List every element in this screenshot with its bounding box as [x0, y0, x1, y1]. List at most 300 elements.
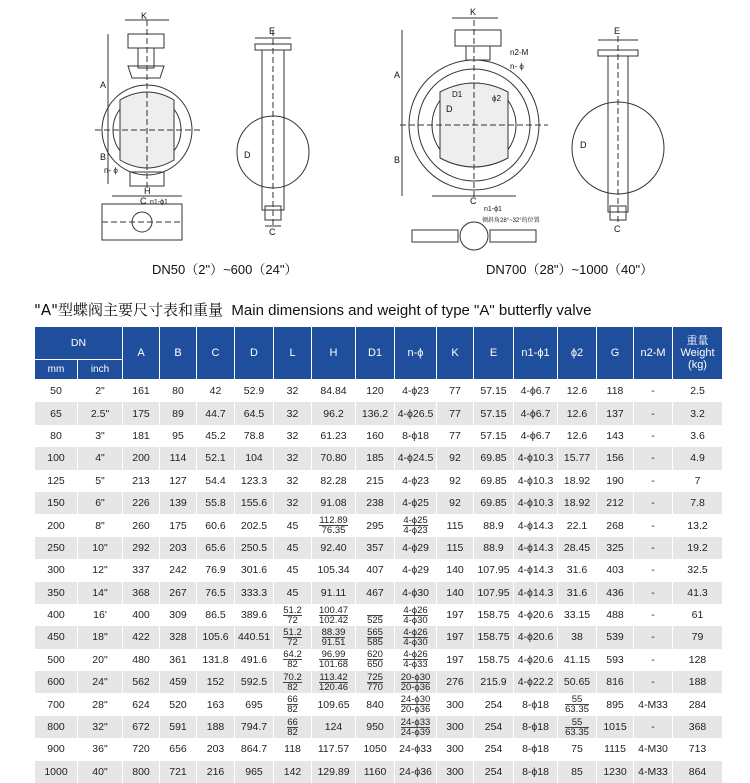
table-cell-n1: 4-ϕ20.6	[514, 604, 558, 626]
table-cell-d: 491.6	[235, 649, 274, 671]
table-cell-d: 333.3	[235, 582, 274, 604]
table-cell-n1: 4-ϕ14.3	[514, 514, 558, 536]
table-cell-e: 57.15	[474, 402, 514, 424]
stacked-value	[319, 673, 348, 692]
table-cell-k: 77	[437, 380, 474, 403]
table-cell-k: 115	[437, 537, 474, 559]
table-cell-b: 328	[160, 626, 197, 648]
stacked-value-part: 91.51	[322, 638, 346, 647]
stacked-value-part: 20-ϕ36	[401, 705, 431, 714]
table-cell-k: 197	[437, 626, 474, 648]
table-cell-d1	[356, 604, 395, 626]
table-cell-w: 284	[673, 693, 723, 715]
table-cell-p2: 31.6	[558, 559, 597, 581]
table-row	[35, 716, 723, 738]
table-cell-p2: 50.65	[558, 671, 597, 693]
table-cell-n1: 4-ϕ20.6	[514, 649, 558, 671]
table-cell-g: 1230	[597, 761, 634, 783]
table-cell-e: 158.75	[474, 626, 514, 648]
table-cell-n2: -	[634, 380, 673, 403]
table-row	[35, 559, 723, 581]
header-dn: DN	[35, 327, 123, 360]
table-cell-inch: 32"	[78, 716, 123, 738]
table-cell-b: 267	[160, 582, 197, 604]
table-cell-w: 4.9	[673, 447, 723, 469]
valve-drawings-svg	[0, 0, 750, 290]
table-cell-n1: 4-ϕ10.3	[514, 492, 558, 514]
table-cell-inch: 40"	[78, 761, 123, 783]
stacked-value-part: 82	[283, 660, 302, 669]
table-cell-a: 422	[123, 626, 160, 648]
table-cell-p2	[558, 716, 597, 738]
table-cell-a: 562	[123, 671, 160, 693]
small-valve-side-view	[237, 30, 309, 226]
table-cell-inch: 24"	[78, 671, 123, 693]
table-cell-n1: 4-ϕ10.3	[514, 447, 558, 469]
table-cell-g: 1115	[597, 738, 634, 760]
table-cell-mm: 600	[35, 671, 78, 693]
table-cell-b: 95	[160, 425, 197, 447]
table-cell-c: 203	[197, 738, 235, 760]
table-cell-c: 42	[197, 380, 235, 403]
table-cell-c: 76.5	[197, 582, 235, 604]
table-cell-k: 197	[437, 649, 474, 671]
table-cell-inch: 3"	[78, 425, 123, 447]
table-cell-g: 1015	[597, 716, 634, 738]
table-cell-p2: 12.6	[558, 380, 597, 403]
table-cell-n	[395, 626, 437, 648]
table-row	[35, 738, 723, 760]
table-cell-n2: -	[634, 626, 673, 648]
header-b: B	[160, 327, 197, 380]
stacked-value	[283, 673, 302, 692]
stacked-value-part: 66	[287, 718, 298, 728]
table-cell-e: 88.9	[474, 514, 514, 536]
table-cell-n1: 4-ϕ14.3	[514, 537, 558, 559]
table-cell-n1: 4-ϕ14.3	[514, 559, 558, 581]
table-cell-a: 672	[123, 716, 160, 738]
stacked-value-part: 20-ϕ30	[401, 673, 431, 683]
table-cell-k: 300	[437, 716, 474, 738]
header-k: K	[437, 327, 474, 380]
table-cell-g: 156	[597, 447, 634, 469]
table-cell-mm: 700	[35, 693, 78, 715]
small-valve-front-view	[95, 20, 200, 240]
table-cell-n: 4-ϕ25	[395, 492, 437, 514]
header-phi2: ϕ2	[558, 327, 597, 380]
table-cell-n1: 4-ϕ6.7	[514, 425, 558, 447]
table-cell-d: 592.5	[235, 671, 274, 693]
table-cell-n	[395, 693, 437, 715]
header-weight-unit: (kg)	[673, 359, 722, 371]
dim-label-n2-m-large: n2-M	[510, 48, 528, 57]
table-cell-d1	[356, 626, 395, 648]
table-cell-n: 4-ϕ23	[395, 380, 437, 403]
table-cell-w: 7.8	[673, 492, 723, 514]
stacked-value-part: 4-ϕ23	[403, 526, 427, 535]
stacked-value-part: 101.68	[319, 660, 348, 669]
table-cell-n1: 8-ϕ18	[514, 716, 558, 738]
header-d1: D1	[356, 327, 395, 380]
table-cell-mm: 400	[35, 604, 78, 626]
table-cell-g: 190	[597, 470, 634, 492]
stacked-value-part: 64.2	[283, 650, 302, 660]
stacked-value	[319, 606, 348, 625]
table-cell-p2: 31.6	[558, 582, 597, 604]
table-row	[35, 626, 723, 648]
stacked-value-part: 82	[287, 728, 298, 737]
table-cell-l: 32	[274, 470, 312, 492]
table-cell-h	[312, 671, 356, 693]
stacked-value	[287, 695, 298, 714]
stacked-value-part: 112.89	[319, 516, 347, 526]
stacked-value	[322, 628, 346, 647]
table-cell-n	[395, 671, 437, 693]
table-cell-l: 45	[274, 537, 312, 559]
table-cell-n: 4-ϕ24.5	[395, 447, 437, 469]
table-title-en: Main dimensions and weight of type "A" butterfly valve	[231, 302, 591, 319]
table-cell-d1: 238	[356, 492, 395, 514]
table-cell-e: 57.15	[474, 380, 514, 403]
stacked-value-part: 770	[367, 683, 383, 692]
table-cell-p2: 22.1	[558, 514, 597, 536]
table-cell-n2: 4-M33	[634, 761, 673, 783]
table-cell-l: 32	[274, 380, 312, 403]
table-cell-d: 864.7	[235, 738, 274, 760]
stacked-value-part: 4-ϕ33	[403, 660, 427, 669]
table-cell-k: 276	[437, 671, 474, 693]
table-cell-e: 69.85	[474, 470, 514, 492]
header-c: C	[197, 327, 235, 380]
table-cell-n2: 4-M33	[634, 693, 673, 715]
table-row	[35, 402, 723, 424]
table-cell-g: 539	[597, 626, 634, 648]
table-cell-h: 109.65	[312, 693, 356, 715]
table-cell-a: 368	[123, 582, 160, 604]
dim-label-k-small: K	[141, 11, 147, 21]
table-cell-b: 89	[160, 402, 197, 424]
header-mm: mm	[35, 360, 78, 380]
table-cell-d1: 295	[356, 514, 395, 536]
table-cell-c: 216	[197, 761, 235, 783]
header-inch: inch	[78, 360, 123, 380]
table-cell-h	[312, 626, 356, 648]
stacked-value	[403, 516, 427, 535]
stacked-value-part: 55	[565, 718, 589, 728]
table-cell-mm: 450	[35, 626, 78, 648]
table-cell-c: 163	[197, 693, 235, 715]
stacked-value	[283, 650, 302, 669]
table-cell-a: 175	[123, 402, 160, 424]
table-cell-l: 142	[274, 761, 312, 783]
table-cell-p2: 85	[558, 761, 597, 783]
table-cell-w: 128	[673, 649, 723, 671]
stacked-value-part: 72	[283, 616, 302, 625]
table-cell-g: 137	[597, 402, 634, 424]
table-cell-mm: 1000	[35, 761, 78, 783]
table-cell-inch: 28"	[78, 693, 123, 715]
dimensions-table	[34, 326, 722, 783]
table-cell-d: 52.9	[235, 380, 274, 403]
table-row	[35, 425, 723, 447]
table-cell-n1: 8-ϕ18	[514, 761, 558, 783]
table-cell-mm: 125	[35, 470, 78, 492]
table-cell-e: 254	[474, 716, 514, 738]
table-cell-n: 4-ϕ29	[395, 559, 437, 581]
table-cell-d: 794.7	[235, 716, 274, 738]
stacked-value	[283, 628, 302, 647]
table-cell-g: 118	[597, 380, 634, 403]
table-cell-n	[395, 514, 437, 536]
table-cell-d1: 950	[356, 716, 395, 738]
stacked-value-part: 24-ϕ33	[401, 718, 431, 728]
stacked-value-part: 620	[367, 650, 383, 660]
table-cell-p2: 38	[558, 626, 597, 648]
table-cell-c: 44.7	[197, 402, 235, 424]
table-cell-mm: 800	[35, 716, 78, 738]
table-cell-d1: 215	[356, 470, 395, 492]
table-cell-p2: 18.92	[558, 492, 597, 514]
dim-label-c-side-large: C	[614, 224, 621, 234]
table-cell-h: 84.84	[312, 380, 356, 403]
table-cell-d: 695	[235, 693, 274, 715]
table-cell-inch: 8"	[78, 514, 123, 536]
table-cell-n1: 4-ϕ14.3	[514, 582, 558, 604]
table-row	[35, 693, 723, 715]
table-cell-mm: 900	[35, 738, 78, 760]
table-cell-n: 8-ϕ18	[395, 425, 437, 447]
stacked-value	[367, 673, 383, 692]
table-cell-k: 92	[437, 470, 474, 492]
header-h: H	[312, 327, 356, 380]
table-cell-n2: -	[634, 402, 673, 424]
table-cell-c: 152	[197, 671, 235, 693]
table-cell-w: 3.2	[673, 402, 723, 424]
header-n-phi: n-ϕ	[395, 327, 437, 380]
table-cell-e: 215.9	[474, 671, 514, 693]
table-cell-n1: 4-ϕ22.2	[514, 671, 558, 693]
table-cell-d: 78.8	[235, 425, 274, 447]
table-cell-w: 713	[673, 738, 723, 760]
stacked-value-part: 4-ϕ26	[403, 606, 427, 616]
table-cell-n: 24-ϕ33	[395, 738, 437, 760]
stacked-value-part: 20-ϕ36	[401, 683, 431, 692]
table-cell-mm: 350	[35, 582, 78, 604]
table-cell-w: 13.2	[673, 514, 723, 536]
table-row	[35, 470, 723, 492]
table-cell-w: 7	[673, 470, 723, 492]
table-cell-c: 65.6	[197, 537, 235, 559]
table-cell-mm: 65	[35, 402, 78, 424]
header-weight-en: Weight	[673, 347, 722, 359]
table-cell-n1: 4-ϕ20.6	[514, 626, 558, 648]
table-cell-e: 69.85	[474, 492, 514, 514]
stacked-value	[401, 718, 431, 737]
dim-label-e-small: E	[269, 26, 275, 36]
stacked-value	[319, 516, 347, 535]
stacked-value	[283, 606, 302, 625]
table-cell-w: 2.5	[673, 380, 723, 403]
header-weight	[673, 327, 723, 380]
table-cell-n2: -	[634, 649, 673, 671]
table-cell-e: 88.9	[474, 537, 514, 559]
table-cell-n2: -	[634, 470, 673, 492]
table-cell-w: 19.2	[673, 537, 723, 559]
table-cell-mm: 150	[35, 492, 78, 514]
table-cell-a: 480	[123, 649, 160, 671]
table-cell-d: 123.3	[235, 470, 274, 492]
stacked-value	[565, 695, 589, 714]
table-cell-b: 591	[160, 716, 197, 738]
table-cell-n2: -	[634, 447, 673, 469]
table-cell-k: 140	[437, 559, 474, 581]
table-cell-h: 105.34	[312, 559, 356, 581]
table-cell-e: 254	[474, 738, 514, 760]
table-cell-inch: 4"	[78, 447, 123, 469]
table-cell-n2: -	[634, 559, 673, 581]
header-n2-m: n2-M	[634, 327, 673, 380]
table-cell-c: 54.4	[197, 470, 235, 492]
table-cell-d1	[356, 649, 395, 671]
caption-small-valve: DN50（2"）~600（24"）	[152, 259, 297, 278]
table-cell-n1: 4-ϕ6.7	[514, 402, 558, 424]
stacked-value-part: 76.35	[319, 526, 347, 535]
table-cell-n2: -	[634, 671, 673, 693]
table-cell-c: 55.8	[197, 492, 235, 514]
table-cell-g: 488	[597, 604, 634, 626]
dim-label-d1-large: D1	[452, 90, 462, 99]
stacked-value-part: 66	[287, 695, 298, 705]
table-cell-w: 79	[673, 626, 723, 648]
dim-label-a-small: A	[100, 80, 106, 90]
table-cell-w: 3.6	[673, 425, 723, 447]
table-cell-l	[274, 716, 312, 738]
table-cell-g: 268	[597, 514, 634, 536]
table-row	[35, 447, 723, 469]
table-cell-k: 300	[437, 693, 474, 715]
table-cell-k: 115	[437, 514, 474, 536]
stacked-value-part: 24-ϕ30	[401, 695, 431, 705]
table-cell-a: 260	[123, 514, 160, 536]
stacked-value-part: 63.35	[565, 705, 589, 714]
table-body	[35, 380, 723, 783]
table-cell-inch: 16'	[78, 604, 123, 626]
table-cell-inch: 6"	[78, 492, 123, 514]
table-cell-a: 161	[123, 380, 160, 403]
table-cell-e: 107.95	[474, 582, 514, 604]
table-cell-k: 300	[437, 761, 474, 783]
table-cell-p2: 33.15	[558, 604, 597, 626]
table-cell-l: 32	[274, 492, 312, 514]
stacked-value-part: 4-ϕ25	[403, 516, 427, 526]
table-cell-inch: 2"	[78, 380, 123, 403]
dim-label-n1-phi1-large: n1-ϕ1	[484, 206, 502, 213]
table-cell-a: 292	[123, 537, 160, 559]
stacked-value-part: 100.47	[319, 606, 348, 616]
stacked-value-part: 4-ϕ30	[403, 638, 427, 647]
table-cell-n2: -	[634, 492, 673, 514]
table-cell-c: 45.2	[197, 425, 235, 447]
table-cell-b: 309	[160, 604, 197, 626]
dim-label-n-phi-large: n- ϕ	[510, 62, 524, 71]
header-g: G	[597, 327, 634, 380]
caption-large-valve: DN700（28"）~1000（40"）	[486, 259, 653, 278]
table-cell-g: 436	[597, 582, 634, 604]
table-cell-c: 131.8	[197, 649, 235, 671]
stacked-value-part: 51.2	[283, 606, 302, 616]
table-cell-mm: 300	[35, 559, 78, 581]
header-e: E	[474, 327, 514, 380]
table-cell-g: 403	[597, 559, 634, 581]
stacked-value	[403, 628, 427, 647]
stacked-value	[319, 650, 348, 669]
table-cell-inch: 14"	[78, 582, 123, 604]
table-cell-p2	[558, 693, 597, 715]
table-cell-inch: 20"	[78, 649, 123, 671]
stacked-value-part: 725	[367, 673, 383, 683]
dim-label-e-large: E	[614, 26, 620, 36]
table-cell-e: 57.15	[474, 425, 514, 447]
table-cell-d: 301.6	[235, 559, 274, 581]
table-cell-d: 104	[235, 447, 274, 469]
table-cell-c: 86.5	[197, 604, 235, 626]
header-l: L	[274, 327, 312, 380]
dim-label-c-side-small: C	[269, 227, 276, 237]
table-cell-inch: 2.5"	[78, 402, 123, 424]
table-cell-n: 4-ϕ26.5	[395, 402, 437, 424]
table-cell-a: 400	[123, 604, 160, 626]
table-cell-d1: 357	[356, 537, 395, 559]
table-cell-n	[395, 649, 437, 671]
dim-label-a-large: A	[394, 70, 400, 80]
header-d: D	[235, 327, 274, 380]
table-row	[35, 671, 723, 693]
dim-label-b-large: B	[394, 155, 400, 165]
table-cell-mm: 500	[35, 649, 78, 671]
table-row	[35, 380, 723, 403]
table-cell-p2: 18.92	[558, 470, 597, 492]
dim-label-n1-phi1-small: n1-ϕ1	[150, 199, 168, 206]
table-cell-d1: 120	[356, 380, 395, 403]
table-cell-l	[274, 671, 312, 693]
table-cell-d: 965	[235, 761, 274, 783]
stacked-value	[367, 650, 383, 669]
table-cell-h: 96.2	[312, 402, 356, 424]
table-cell-mm: 50	[35, 380, 78, 403]
stacked-value	[403, 606, 427, 625]
table-cell-b: 242	[160, 559, 197, 581]
stacked-value-part: 650	[367, 660, 383, 669]
table-cell-k: 77	[437, 425, 474, 447]
table-cell-k: 92	[437, 447, 474, 469]
table-cell-d1: 1160	[356, 761, 395, 783]
table-cell-b: 721	[160, 761, 197, 783]
table-cell-d1: 467	[356, 582, 395, 604]
table-cell-k: 300	[437, 738, 474, 760]
stacked-value	[287, 718, 298, 737]
table-cell-e: 158.75	[474, 649, 514, 671]
table-cell-a: 213	[123, 470, 160, 492]
table-cell-mm: 80	[35, 425, 78, 447]
table-cell-g: 143	[597, 425, 634, 447]
dim-label-phi2-large: ϕ2	[492, 94, 501, 103]
table-cell-d1	[356, 671, 395, 693]
table-cell-a: 181	[123, 425, 160, 447]
table-cell-n1: 4-ϕ10.3	[514, 470, 558, 492]
table-cell-d: 202.5	[235, 514, 274, 536]
table-cell-d1: 160	[356, 425, 395, 447]
table-cell-d: 389.6	[235, 604, 274, 626]
